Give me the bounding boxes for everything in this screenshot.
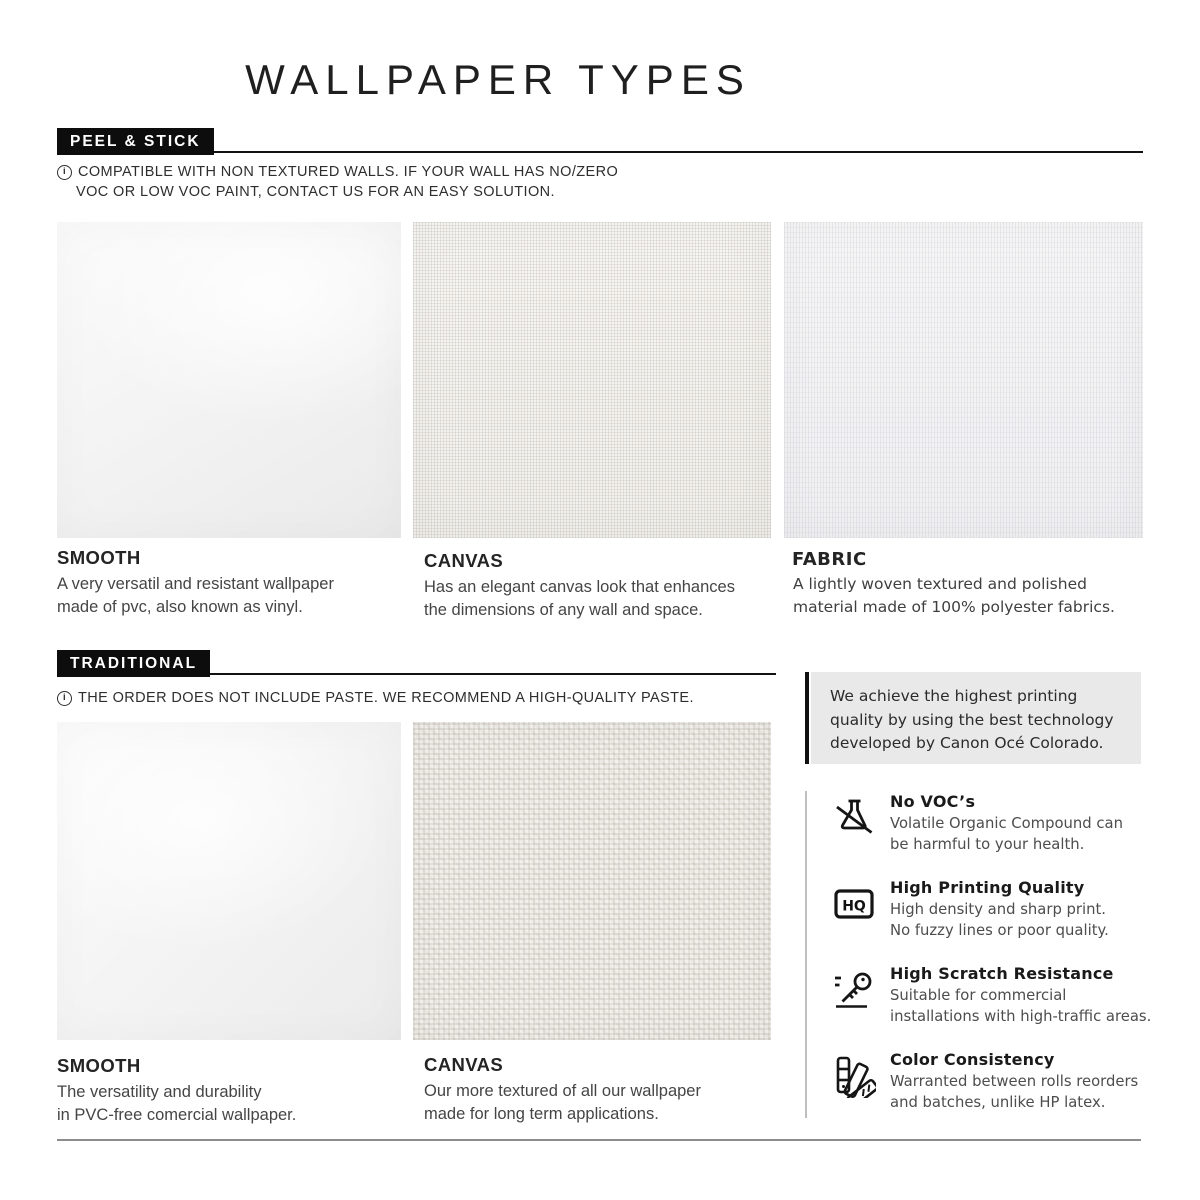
quote-box <box>811 672 1141 764</box>
quote-line: We achieve the highest printing <box>830 687 1078 705</box>
bottom-divider <box>57 1139 1141 1141</box>
desc-line: No fuzzy lines or poor quality. <box>890 921 1109 939</box>
desc-line: The versatility and durability <box>57 1083 262 1101</box>
swatch-title-fabric-ps: FABRIC <box>792 549 867 570</box>
no-voc-flask-icon <box>832 796 876 840</box>
note-text-line2: VOC OR LOW VOC PAINT, CONTACT US FOR AN EASY SOLUTION. <box>76 184 555 200</box>
desc-line: and batches, unlike HP latex. <box>890 1093 1106 1111</box>
feature-description <box>890 900 1109 941</box>
hq-icon-label: HQ <box>842 898 866 915</box>
swatch-description-smooth-trad <box>57 1081 296 1126</box>
swatch-title-smooth-trad: SMOOTH <box>57 1055 141 1076</box>
desc-line: High density and sharp print. <box>890 901 1107 918</box>
swatch-description-fabric-ps <box>793 573 1115 619</box>
peel-stick-badge: PEEL & STICK <box>57 128 214 155</box>
feature-description <box>890 986 1151 1027</box>
feature-title: Color Consistency <box>890 1050 1055 1069</box>
desc-line: in PVC-free comercial wallpaper. <box>57 1105 297 1124</box>
desc-line: installations with high-traffic areas. <box>890 1007 1152 1025</box>
color-fan-icon <box>832 1054 876 1098</box>
quote-accent-bar <box>805 672 809 764</box>
hq-badge-icon <box>832 882 876 926</box>
note-text-line1: COMPATIBLE WITH NON TEXTURED WALLS. IF YOUR WALL HAS NO/ZERO <box>78 164 619 180</box>
swatch-description-canvas-trad <box>424 1080 701 1125</box>
feature-description <box>890 814 1123 855</box>
desc-line: material made of 100% polyester fabrics. <box>793 598 1115 616</box>
feature-title: High Printing Quality <box>890 878 1085 897</box>
page-title: WALLPAPER TYPES <box>245 56 751 103</box>
desc-line: be harmful to your health. <box>890 835 1085 853</box>
swatch-title-smooth-ps: SMOOTH <box>57 547 141 568</box>
traditional-badge: TRADITIONAL <box>57 650 210 677</box>
info-icon: i <box>57 165 72 180</box>
swatch-description-smooth-ps <box>57 573 334 618</box>
desc-line: Volatile Organic Compound can <box>890 815 1123 832</box>
swatch-image-canvas-traditional <box>413 722 771 1040</box>
peel-stick-rule <box>57 151 1143 153</box>
desc-line: Has an elegant canvas look that enhances <box>424 578 735 596</box>
feature-title: High Scratch Resistance <box>890 964 1114 983</box>
swatch-title-canvas-trad: CANVAS <box>424 1054 504 1075</box>
info-icon: i <box>57 691 72 706</box>
desc-line: A very versatil and resistant wallpaper <box>57 575 334 593</box>
quote-line: quality by using the best technology <box>830 710 1114 729</box>
desc-line: made for long term applications. <box>424 1104 659 1123</box>
desc-line: A lightly woven textured and polished <box>793 575 1087 593</box>
swatch-title-canvas-ps: CANVAS <box>424 550 504 571</box>
note-text-line1: THE ORDER DOES NOT INCLUDE PASTE. WE RECOMMEND A HIGH-QUALITY PASTE. <box>78 690 694 706</box>
desc-line: Warranted between rolls reorders <box>890 1073 1139 1090</box>
feature-title: No VOC’s <box>890 792 976 811</box>
swatch-image-smooth-peelstick <box>57 222 401 538</box>
quote-line: developed by Canon Océ Colorado. <box>830 734 1104 752</box>
scratch-key-icon <box>832 968 876 1012</box>
swatch-image-smooth-traditional <box>57 722 401 1040</box>
swatch-image-fabric-peelstick <box>784 222 1143 538</box>
feature-item-no-vocs <box>805 792 1200 878</box>
desc-line: the dimensions of any wall and space. <box>424 600 703 619</box>
feature-item-high-printing-quality <box>805 878 1200 964</box>
feature-item-color-consistency <box>805 1050 1200 1136</box>
swatch-image-canvas-peelstick <box>413 222 771 538</box>
peel-stick-note <box>57 162 618 202</box>
desc-line: Our more textured of all our wallpaper <box>424 1082 701 1100</box>
feature-description <box>890 1072 1138 1113</box>
desc-line: made of pvc, also known as vinyl. <box>57 597 303 616</box>
feature-item-high-scratch-resistance <box>805 964 1200 1050</box>
traditional-note <box>57 688 694 708</box>
swatch-description-canvas-ps <box>424 576 735 621</box>
desc-line: Suitable for commercial <box>890 987 1067 1004</box>
